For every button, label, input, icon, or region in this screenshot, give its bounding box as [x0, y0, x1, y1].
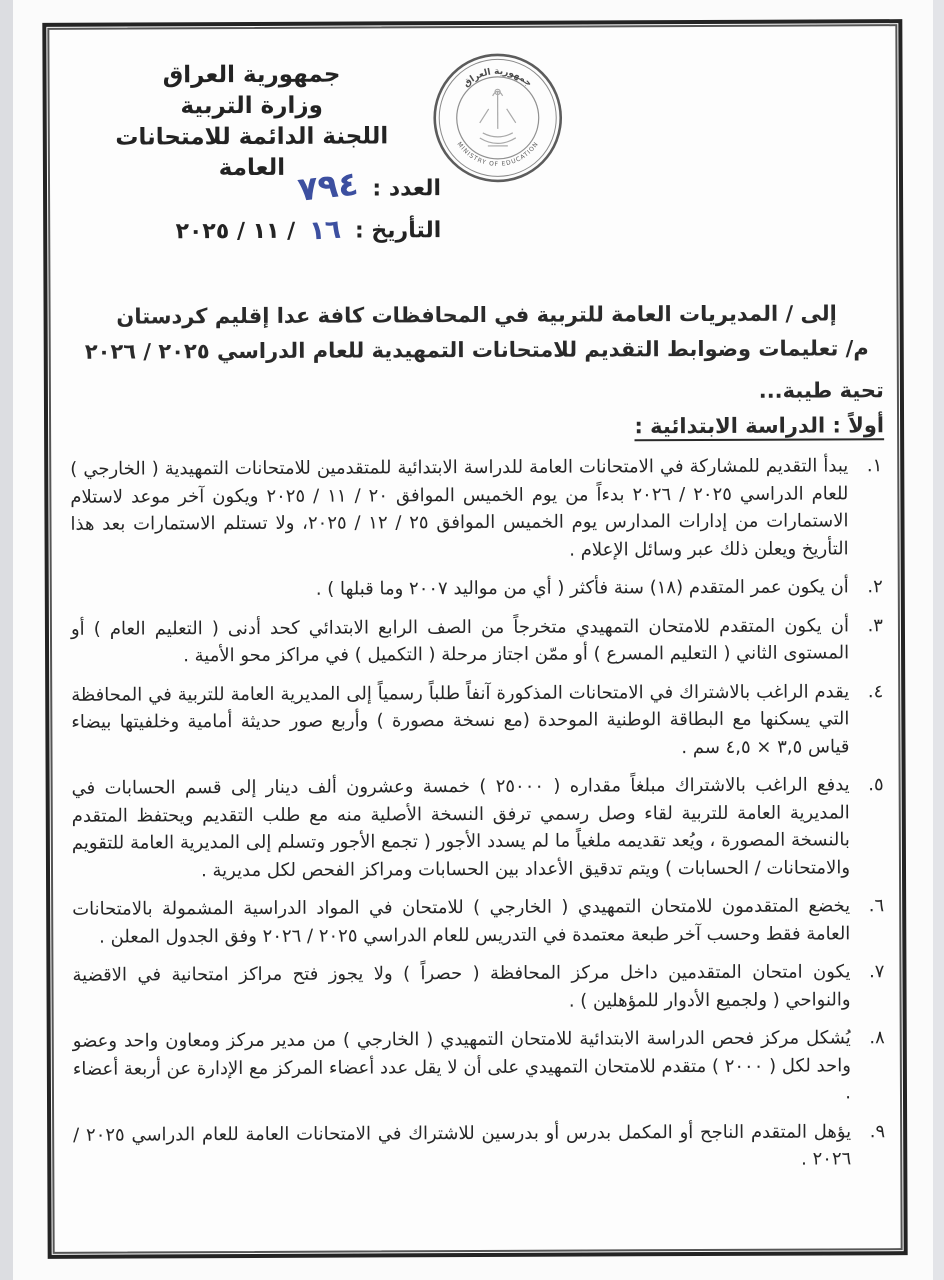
item-number: ٣. [867, 614, 883, 636]
item-number: ١. [866, 455, 883, 477]
list-item [71, 678, 885, 764]
scan-edge-right [933, 0, 944, 1280]
list-item [71, 612, 885, 671]
section-title: أولاً : الدراسة الابتدائية : [634, 413, 885, 439]
item-number: ٤. [867, 680, 884, 702]
item-text: يدفع الراغب بالاشتراك مبلغاً مقداره ( ٢٥٠٠٠ ) خمسة وعشرون ألف دينار إلى قسم الحسابات في المديرية العامة للتربية لقاء وصل رسمي ترفق النسخة الأصلية منه مع طلب التقديم ويحتفظ المتقدم بالنسخة المصورة ، ويُعد تقديمه ملغياً ما لم يسدد الأجور ( تجمع الأجور وتسلم إلى المديرية العامة للتقويم والامتحانات / الحسابات ) ويتم تدقيق الأعداد بين الحسابات ومراكز الفحص لكل مديرية . [71, 774, 851, 881]
letterhead-committee: اللجنة الدائمة للامتحانات العامة [115, 123, 389, 182]
item-text: يبدأ التقديم للمشاركة في الامتحانات العامة للدراسة الابتدائية للمتقدمين للامتحانات التمهيدية ( الخارجي ) للعام الدراسي ٢٠٢٥ / ٢٠٢٦ بدءاً من يوم الخميس الموافق ٢٠ / ١١ / ٢٠٢٥ ويكون آخر موعد لاستلام الاستمارات من إدارات المدارس يوم الخميس الموافق ٢٥ / ١٢ / ٢٠٢٥، ولا تستلم الاستمارات بعد هذا التأريخ ويعلن ذلك عبر وسائل الإعلام . [70, 455, 849, 561]
item-text: يُشكل مركز فحص الدراسة الابتدائية للامتحان التمهيدي ( الخارجي ) من مدير مركز ومعاون واحد وعضو واحد لكل ( ٢٠٠٠ ) متقدم للامتحان التمهيدي على أن لا يقل عدد أعضاء المركز مع الإدارة عن أربعة أعضاء . [72, 1027, 852, 1104]
date-line [105, 209, 441, 252]
date-label: التأريخ : [354, 217, 442, 244]
list-item [71, 573, 885, 604]
list-item [70, 452, 884, 566]
list-item [72, 771, 886, 885]
letterhead-ministry: وزارة التربية [180, 92, 323, 120]
ref-number-line [105, 162, 442, 210]
item-text: يقدم الراغب بالاشتراك في الامتحانات المذكورة آنفاً طلباً رسمياً إلى المديرية العامة للتربية في المحافظة التي يسكنها مع البطاقة الوطنية الموحدة (مع نسخة مصورة ) وأربع صور حديثة أمامية وخلفيتها بيضاء قياس ٣,٥ × ٤,٥ سم . [71, 680, 850, 758]
item-number: ٢. [867, 576, 883, 598]
letter-body [70, 301, 888, 1187]
list-item [73, 1024, 887, 1110]
seal-bottom-text: MINISTRY OF EDUCATION [455, 140, 541, 168]
item-text: أن يكون المتقدم للامتحان التمهيدي متخرجاً من الصف الرابع الابتدائي كحد أدنى ( التعليم العام ) أو المستوى الثاني ( التعليم المسرع ) أو ممّن اجتاز مرحلة ( التكميل ) في مراكز محو الأمية . [70, 614, 850, 667]
item-text: يكون امتحان المتقدمين داخل مركز المحافظة ( حصراً ) ولا يجوز فتح مراكز امتحانية في الاقضية والنواحي ( ولجميع الأدوار للمؤهلين ) . [72, 961, 851, 1012]
subject-line: م/ تعليمات وضوابط التقديم للامتحانات التمهيدية للعام الدراسي ٢٠٢٥ / ٢٠٢٦ [84, 336, 869, 364]
item-number: ٥. [868, 774, 884, 796]
ref-number-handwritten-value: ٧٩٤ [295, 162, 360, 209]
item-number: ٨. [869, 1027, 885, 1049]
item-text: يخضع المتقدمون للامتحان التمهيدي ( الخارجي ) للامتحان في المواد الدراسية المشمولة بالامتحانات العامة فقط وحسب آخر طبعة معتمدة في التدريس للعام الدراسي ٢٠٢٥ / ٢٠٢٦ وفق الجدول المعلن . [72, 895, 851, 948]
addressee-line: إلى / المديريات العامة للتربية في المحافظات كافة عدا إقليم كردستان [116, 301, 837, 329]
document-frame [42, 19, 907, 1259]
date-printed-part: / ١١ / ٢٠٢٥ [175, 218, 296, 244]
item-text: يؤهل المتقدم الناجح أو المكمل بدرس أو بدرسين للاشتراك في الامتحانات العامة للعام الدراسي ٢٠٢٥ / ٢٠٢٦ . [73, 1120, 852, 1170]
list-item [72, 892, 886, 951]
svg-text:MINISTRY OF EDUCATION [456, 140, 541, 168]
seal-top-text: جمهورية العراق [461, 66, 534, 90]
item-number: ٩. [869, 1120, 886, 1142]
list-item [72, 958, 886, 1017]
list-item [73, 1118, 887, 1177]
letterhead-block [98, 59, 405, 184]
reference-block [105, 162, 442, 252]
greeting-line: تحية طيبة... [758, 378, 884, 403]
date-handwritten-day: ١٦ [308, 214, 342, 247]
document-content [46, 23, 903, 1255]
item-text: أن يكون عمر المتقدم (١٨) سنة فأكثر ( أي من مواليد ٢٠٠٧ وما قبلها ) . [315, 576, 849, 600]
seal-emblem-sketch [480, 89, 516, 146]
instructions-list [70, 452, 887, 1176]
ref-number-label: العدد : [372, 175, 442, 201]
letterhead-country: جمهورية العراق [162, 61, 341, 89]
item-number: ٦. [868, 895, 885, 917]
scan-edge-left [0, 0, 13, 1280]
ministry-seal-icon [430, 51, 565, 186]
item-number: ٧. [869, 961, 885, 983]
